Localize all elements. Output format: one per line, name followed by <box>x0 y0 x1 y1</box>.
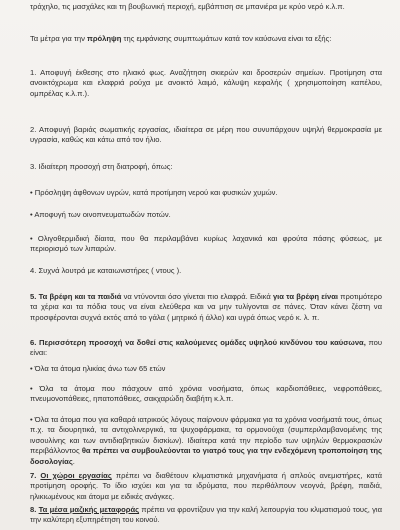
diet-item-alcohol <box>30 210 382 220</box>
item-6-bold: ομάδες υψηλού κινδύνου του καύσωνα, <box>220 338 366 347</box>
item-4-text: 4. Συχνά λουτρά με καταιωνιστήρες ( ντους ). <box>30 266 182 275</box>
item-2-text: 2. Αποφυγή βαριάς σωματικής εργασίας, ιδιαίτερα σε μέρη που συνυπάρχουν υψηλή θερμοκρασία με υγρασία, καθώς και κάτω από τον ήλιο. <box>30 125 382 145</box>
item-5-mid: να ντύνονται όσο γίνεται πιο ελαφρά. Ειδικά <box>121 292 273 301</box>
item-5-bold1: Τα βρέφη και τα παιδιά <box>38 292 122 301</box>
meds-bold: θα πρέπει να συμβουλεύονται το γιατρό τους για την ενδεχόμενη τροποποίηση της δοσολογίας <box>30 446 382 466</box>
item-5 <box>30 292 382 323</box>
diet-fluids-text: • Πρόσληψη άφθονων υγρών, κατά προτίμηση νερού και φυσικών χυμών. <box>30 188 278 197</box>
item-3-text: 3. Ιδιαίτερη προσοχή στη διατροφή, όπως: <box>30 162 173 171</box>
item-5-bold2: για τα βρέφη είναι <box>272 292 338 301</box>
item-8-rest: πρέπει να φροντίζουν για την καλή λειτουργία του κλιματισμού τους, για την καλύτερη εξυπηρέτηση του κοινού. <box>30 505 382 525</box>
intro-line: τράχηλο, τις μασχάλες και τη βουβωνική περιοχή, εμβάπτιση σε μπανιέρα με κρύο νερό κ.λ.π. <box>30 2 345 11</box>
diet-lowcal-text: • Ολιγοθερμιδική δίαιτα, που θα περιλαμβάνει κυρίως λαχανικά και φρούτα πάσης φύσεως, με περιορισμό των λιπαρών. <box>30 234 382 254</box>
meds-text: • Όλα τα άτομα που για καθαρά ιατρικούς λόγους παίρνουν φάρμακα για τα χρόνια νοσήματά τους, όπως π.χ. τα διουρητικά, τα αντιχολινεργικά, τα ψυχοφάρμακα, τα ορμονούχα (συμπεριλαμβανομένης της ινσουλίνης και των αντιδιαβητικών δισκίων). Ιδιαίτερα κατά την περίοδο των υψηλών θερμοκρασιών περιβάλλοντος <box>30 415 382 456</box>
item-7-bold: Οι χώροι εργασίας <box>40 471 112 480</box>
item-7-num: 7. <box>30 471 41 480</box>
item-6-pre: 6. Περισσότερη προσοχή να δοθεί στις καλούμενες <box>30 338 221 347</box>
group-elderly <box>30 364 382 374</box>
item-8 <box>30 505 382 526</box>
diet-alcohol-text: • Αποφυγή των οινοπνευματωδών ποτών. <box>30 210 171 219</box>
group-elderly-text: • Όλα τα άτομα ηλικίας άνω των 65 ετών <box>30 364 166 373</box>
item-2 <box>30 125 382 146</box>
prevention-post: της εμφάνισης συμπτωμάτων κατά τον καύσωνα είναι τα εξής: <box>121 34 332 43</box>
prevention-heading <box>30 34 382 44</box>
group-medication <box>30 415 382 467</box>
intro-paragraph <box>30 2 382 12</box>
item-8-bold: Τα μέσα μαζικής μεταφοράς <box>38 505 140 514</box>
item-6-post: που είναι: <box>30 338 383 358</box>
group-chronic <box>30 384 382 405</box>
prevention-pre: Τα μέτρα για την <box>30 34 87 43</box>
item-1 <box>30 68 382 99</box>
prevention-bold: πρόληψη <box>87 34 122 43</box>
item-6 <box>30 338 382 359</box>
item-5-num: 5. <box>30 292 39 301</box>
item-1-text: 1. Αποφυγή έκθεσης στο ηλιακό φως. Αναζήτηση σκιερών και δροσερών σημείων. Προτίμηση στα ανοικτόχρωμα και ελαφριά ρούχα με ανοικτό λαιμό, κάλυψη κεφαλής ( χρησιμοποίηση καπέλου, ομπρέλας κ.λ.π.). <box>30 68 382 98</box>
group-chronic-text: • Όλα τα άτομα που πάσχουν από χρόνια νοσήματα, όπως καρδιοπάθειες, νεφροπάθειες, πνευμονοπάθειες, ηπατοπάθειες, σακχαρώδη διαβήτη κ.λ.π. <box>30 384 382 404</box>
item-7 <box>30 471 382 502</box>
meds-end: . <box>72 456 75 466</box>
item-7-rest: πρέπει να διαθέτουν κλιματιστικά μηχανήματα ή απλούς ανεμιστήρες, κατά προτίμηση οροφής. Το ίδιο ισχύει και για τα ιδρύματα, που περιθάλπουν νεογνά, βρέφη, παιδιά, ηλικιωμένους και άτομα με ειδικές ανάγκες. <box>30 471 382 501</box>
item-5-rest: προτιμότερο τα χέρια και τα πόδια τους να είναι ελεύθερα και να μην τυλίγονται σε πάνες. Όταν κάνει ζέστη να προσφέρονται συχνά εκτός από το γάλα ( μητρικό ή άλλο) και υγρά όπως νερό κ. λ. π. <box>30 292 382 322</box>
item-8-num: 8. <box>30 505 39 514</box>
diet-item-lowcal <box>30 234 382 255</box>
item-4 <box>30 266 382 276</box>
item-3 <box>30 162 382 172</box>
diet-item-fluids <box>30 188 382 198</box>
